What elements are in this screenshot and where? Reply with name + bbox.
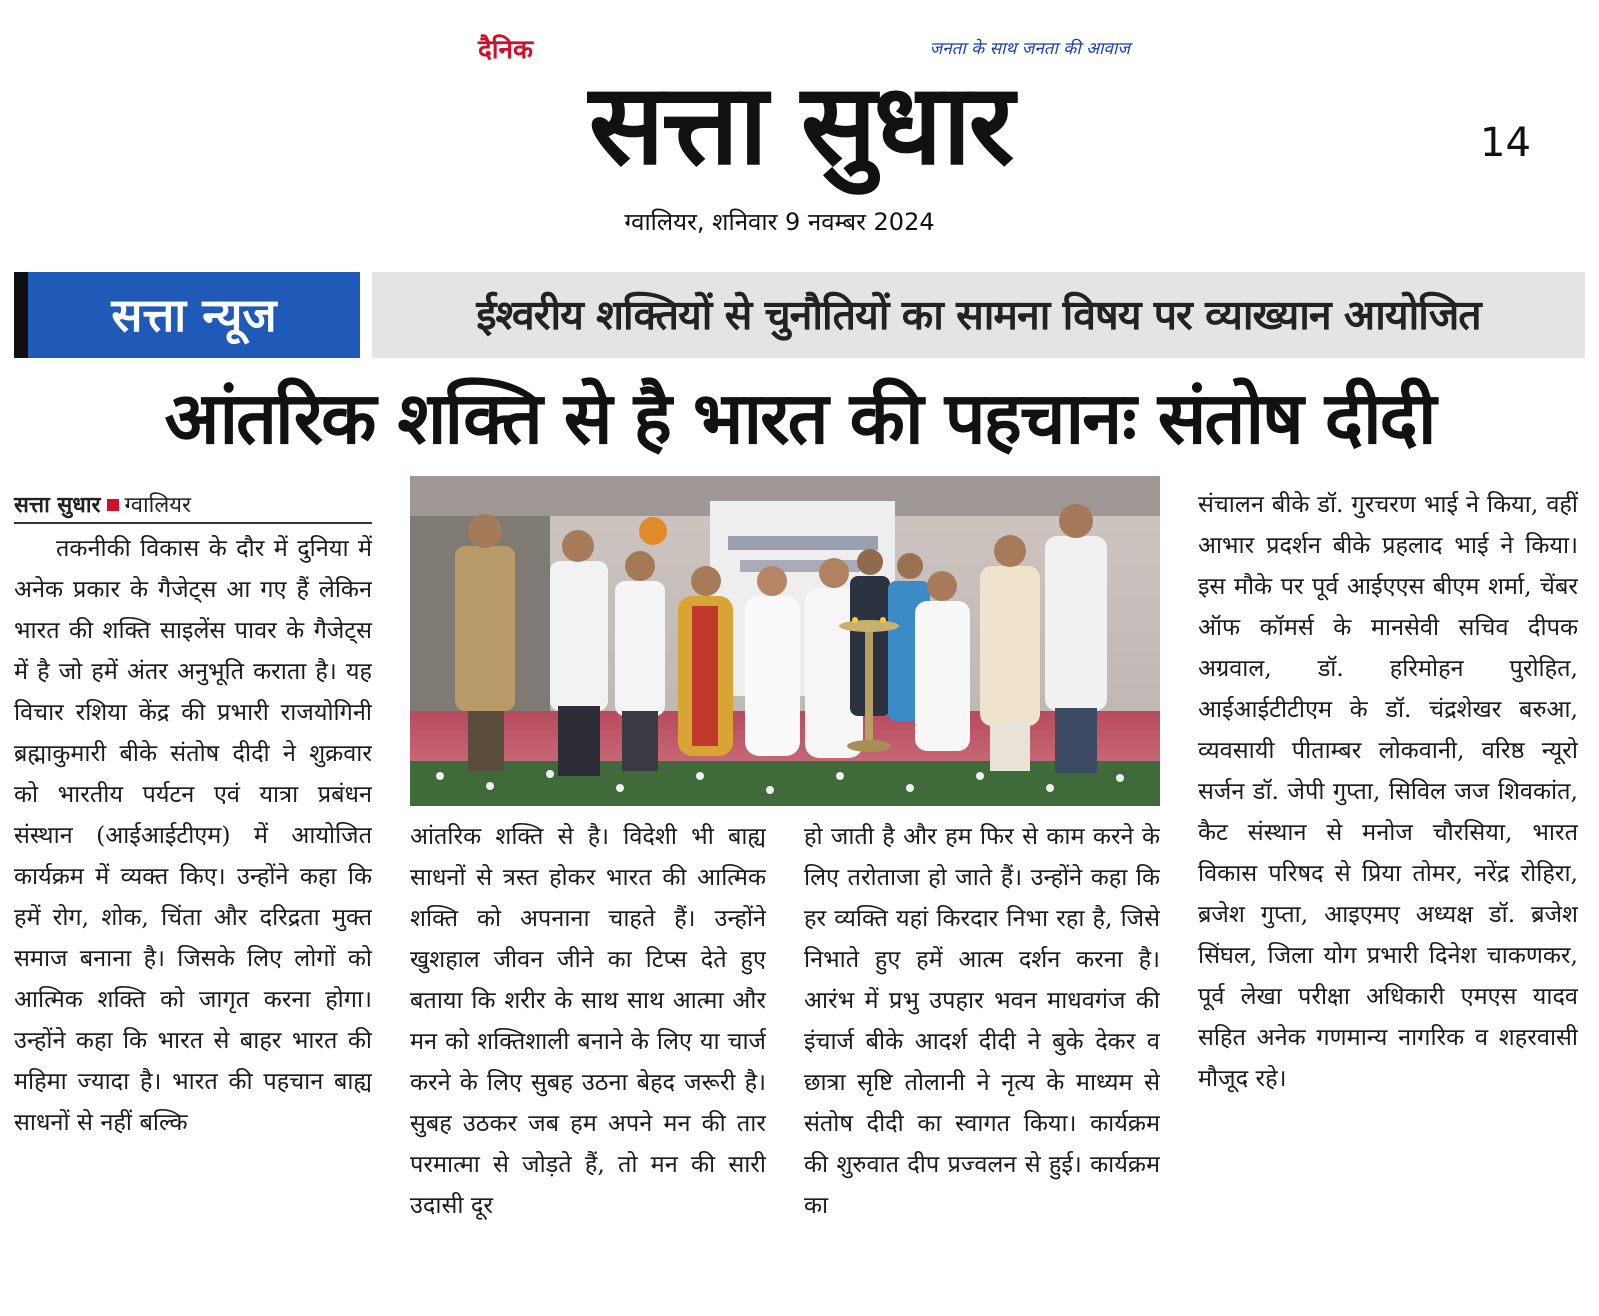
dateline-text: ग्वालियर, शनिवार 9 नवम्बर 2024 (624, 208, 935, 236)
headline: आंतरिक शक्ति से है भारत की पहचानः संतोष दीदी (164, 376, 1435, 460)
column-1-text: तकनीकी विकास के दौर में दुनिया में अनेक प्रकार के गैजेट्स आ गए हैं लेकिन भारत की शक्ति साइलेंस पावर के गैजेट्स में है जो हमें अंतर अनुभूति कराता है। यह विचार रशिया केंद्र की प्रभारी राजयोगिनी ब्रह्माकुमारी बीके संतोष दीदी ने शुक्रवार को भारतीय पर्यटन एवं यात्रा प्रबंधन संस्थान (आईआईटीएम) में आयोजित कार्यक्रम में व्यक्त किए। उन्होंने कहा कि हमें रोग, शोक, चिंता और दरिद्रता मुक्त समाज बनाना है। जिसके लिए लोगों को आत्मिक शक्ति को जागृत करना होगा। उन्होंने कहा कि भारत से बाहर भारत की महिमा ज्यादा है। भारत की पहचान बाह्य साधनों से नहीं बल्कि (14, 534, 372, 1136)
byline-square-icon (107, 499, 119, 511)
masthead-tagline: जनता के साथ जनता की आवाज (929, 39, 1130, 59)
byline (14, 492, 372, 524)
byline-source: सत्ता सुधार (14, 493, 101, 518)
byline-city: ग्वालियर (124, 493, 192, 518)
event-photo (410, 476, 1160, 806)
article-column-1 (14, 528, 372, 1268)
dateline (0, 205, 1599, 238)
section-strap-box (372, 272, 1585, 358)
column-3-text: हो जाती है और हम फिर से काम करने के लिए तरोताजा हो जाते हैं। उन्होंने कहा कि हर व्यक्ति यहां किरदार निभा रहा है, जिसे निभाते हुए हमें आत्म दर्शन करना है। आरंभ में प्रभु उपहार भवन माधवगंज की इंचार्ज बीके आदर्श दीदी ने बुके देकर व छात्रा सृष्टि तोलानी ने नृत्य के माध्यम से संतोष दीदी का स्वागत किया। कार्यक्रम की शुरुवात दीप प्रज्वलन से हुई। कार्यक्रम का (804, 822, 1160, 1219)
article-column-2 (410, 816, 766, 1266)
page-number: 14 (1480, 120, 1531, 166)
section-label-box (14, 272, 360, 358)
masthead (470, 30, 1130, 190)
article-column-3 (804, 816, 1160, 1266)
event-photo-illustration (410, 476, 1160, 806)
masthead-title: सत्ता सुधार (588, 60, 1012, 190)
section-strap: ईश्वरीय शक्तियों से चुनौतियों का सामना विषय पर व्याख्यान आयोजित (476, 291, 1481, 339)
column-4-text: संचालन बीके डॉ. गुरचरण भाई ने किया, वहीं आभार प्रदर्शन बीके प्रहलाद भाई ने किया। इस मौके पर पूर्व आईएएस बीएम शर्मा, चेंबर ऑफ कॉमर्स के मानसेवी सचिव दीपक अग्रवाल, डॉ. हरिमोहन पुरोहित, आईआईटीटीएम के डॉ. चंद्रशेखर बरुआ, व्यवसायी पीताम्बर लोकवानी, वरिष्ठ न्यूरो सर्जन डॉ. जेपी गुप्ता, सिविल जज शिवकांत, कैट संस्थान से मनोज चौरसिया, भारत विकास परिषद से प्रिया तोमर, नरेंद्र रोहिरा, ब्रजेश गुप्ता, आइएमए अध्यक्ष डॉ. ब्रजेश सिंघल, जिला योग प्रभारी दिनेश चाकणकर, पूर्व लेखा परीक्षा अधिकारी एमएस यादव सहित अनेक गणमान्य नागरिक व शहरवासी मौजूद रहे। (1198, 490, 1578, 1092)
masthead-prefix: दैनिक (478, 35, 533, 65)
section-label: सत्ता न्यूज (111, 288, 277, 342)
article-column-4 (1198, 484, 1578, 1274)
column-2-text: आंतरिक शक्ति से है। विदेशी भी बाह्य साधनों से त्रस्त होकर भारत की आत्मिक शक्ति को अपनाना चाहते हैं। उन्होंने खुशहाल जीवन जीने का टिप्स देते हुए बताया कि शरीर के साथ साथ आत्मा और मन को शक्तिशाली बनाने के लिए या चार्ज करने के लिए सुबह उठना बेहद जरूरी है। सुबह उठकर जब हम अपने मन की तार परमात्मा से जोड़ते हैं, तो मन की सारी उदासी दूर (410, 822, 766, 1219)
